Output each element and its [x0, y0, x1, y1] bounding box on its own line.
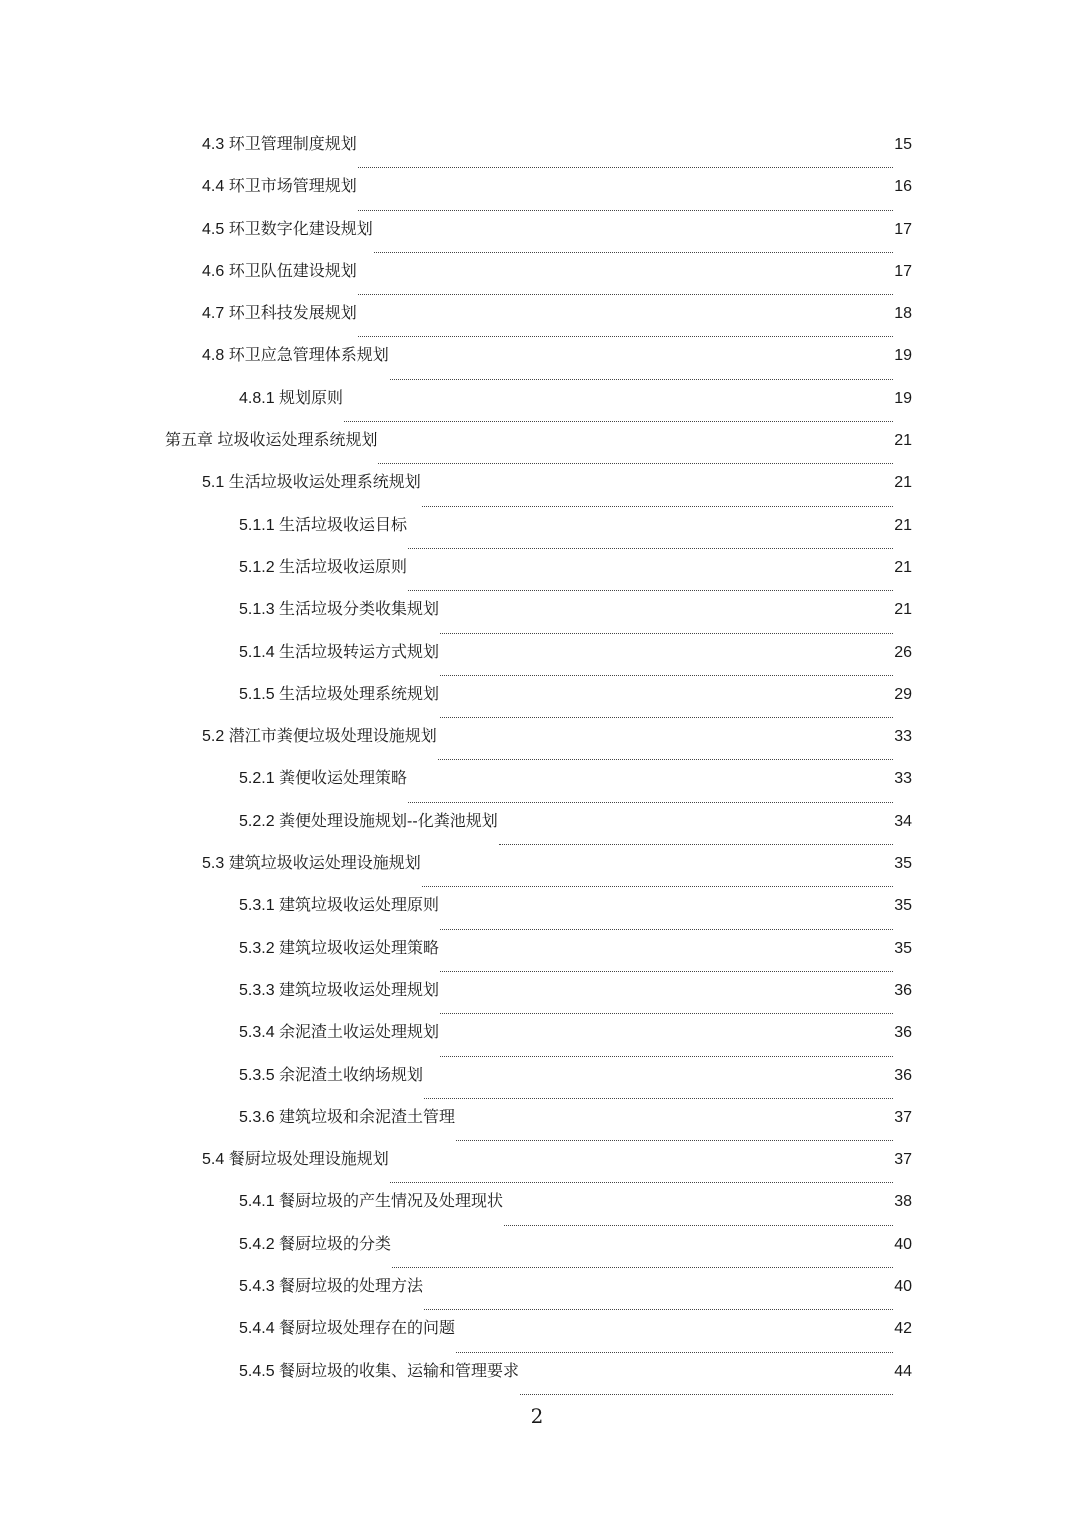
toc-entry-page: 21 — [894, 558, 912, 576]
toc-entry-label: 5.3.1 建筑垃圾收运处理原则 — [239, 897, 440, 915]
toc-entry[interactable] — [0, 512, 1074, 554]
toc-entry-label: 4.8 环卫应急管理体系规划 — [202, 347, 389, 365]
toc-entry-label: 5.1 生活垃圾收运处理系统规划 — [202, 474, 421, 492]
toc-dot-leader — [408, 590, 893, 591]
toc-entry-label: 5.1.2 生活垃圾收运原则 — [239, 558, 408, 576]
toc-entry-page: 33 — [894, 770, 912, 788]
toc-entry-page: 37 — [894, 1151, 912, 1169]
toc-entry-label: 4.4 环卫市场管理规划 — [202, 178, 357, 196]
toc-entry-page: 35 — [894, 939, 912, 957]
toc-entry[interactable] — [0, 892, 1074, 934]
toc-dot-leader — [358, 336, 894, 337]
toc-dot-leader — [390, 1182, 894, 1183]
toc-entry-label: 4.5 环卫数字化建设规划 — [202, 220, 373, 238]
toc-entry-page: 38 — [894, 1193, 912, 1211]
toc-dot-leader — [440, 1056, 893, 1057]
toc-entry-page: 29 — [894, 685, 912, 703]
toc-entry-page: 21 — [894, 601, 912, 619]
toc-dot-leader — [440, 971, 893, 972]
toc-entry-page: 34 — [894, 812, 912, 830]
toc-entry-page: 17 — [894, 262, 912, 280]
toc-entry-label: 4.3 环卫管理制度规划 — [202, 136, 357, 153]
toc-dot-leader — [408, 802, 893, 803]
toc-dot-leader — [440, 633, 893, 634]
toc-dot-leader — [440, 717, 893, 718]
toc-entry-label: 4.7 环卫科技发展规划 — [202, 305, 357, 323]
toc-dot-leader — [424, 1309, 893, 1310]
toc-entry[interactable] — [0, 1188, 1074, 1230]
toc-entry-page: 19 — [894, 347, 912, 365]
toc-entry[interactable] — [0, 723, 1074, 765]
toc-entry[interactable] — [0, 1315, 1074, 1357]
toc-dot-leader — [408, 548, 893, 549]
toc-entry-page: 16 — [894, 178, 912, 196]
page-number: 2 — [530, 1404, 544, 1428]
toc-entry-page: 21 — [894, 432, 912, 450]
toc-entry-label: 5.3.3 建筑垃圾收运处理规划 — [239, 981, 440, 999]
toc-entry-page: 35 — [894, 855, 912, 873]
toc-entry-label: 5.3.6 建筑垃圾和余泥渣土管理 — [239, 1108, 456, 1126]
toc-entry[interactable] — [0, 1062, 1074, 1104]
toc-dot-leader — [358, 210, 894, 211]
toc-dot-leader — [378, 463, 893, 464]
toc-entry[interactable] — [0, 1358, 1074, 1400]
toc-entry[interactable] — [0, 469, 1074, 511]
toc-entry[interactable] — [0, 596, 1074, 638]
toc-entry-label: 5.2.2 粪便处理设施规划--化粪池规划 — [239, 812, 498, 830]
table-of-contents — [0, 131, 1074, 1400]
toc-entry-page: 19 — [894, 389, 912, 407]
toc-entry-label: 5.4.3 餐厨垃圾的处理方法 — [239, 1278, 424, 1296]
toc-entry-label: 5.3.5 余泥渣土收纳场规划 — [239, 1066, 424, 1084]
toc-dot-leader — [392, 1267, 893, 1268]
toc-entry-page: 36 — [894, 981, 912, 999]
toc-entry-label: 5.3 建筑垃圾收运处理设施规划 — [202, 855, 421, 873]
toc-entry-label: 5.4.2 餐厨垃圾的分类 — [239, 1235, 392, 1253]
toc-dot-leader — [422, 886, 894, 887]
toc-entry-page: 44 — [894, 1362, 912, 1380]
toc-entry[interactable] — [0, 385, 1074, 427]
toc-entry[interactable] — [0, 1019, 1074, 1061]
toc-dot-leader — [440, 675, 893, 676]
toc-entry-page: 33 — [894, 728, 912, 746]
toc-entry-label: 5.4.5 餐厨垃圾的收集、运输和管理要求 — [239, 1362, 520, 1380]
toc-entry-label: 5.3.2 建筑垃圾收运处理策略 — [239, 939, 440, 957]
toc-dot-leader — [390, 379, 894, 380]
toc-dot-leader — [520, 1394, 893, 1395]
toc-entry[interactable] — [0, 639, 1074, 681]
toc-entry-page: 40 — [894, 1235, 912, 1253]
toc-dot-leader — [358, 167, 894, 168]
toc-entry-label: 第五章 垃圾收运处理系统规划 — [165, 432, 378, 450]
toc-entry[interactable] — [0, 1231, 1074, 1273]
toc-entry[interactable] — [0, 850, 1074, 892]
toc-entry-page: 36 — [894, 1066, 912, 1084]
toc-entry-label: 4.6 环卫队伍建设规划 — [202, 262, 357, 280]
toc-entry[interactable] — [0, 258, 1074, 300]
toc-entry-page: 15 — [894, 136, 912, 153]
toc-entry-label: 5.1.3 生活垃圾分类收集规划 — [239, 601, 440, 619]
toc-dot-leader — [504, 1225, 893, 1226]
toc-entry[interactable] — [0, 808, 1074, 850]
toc-dot-leader — [358, 294, 894, 295]
toc-entry[interactable] — [0, 427, 1074, 469]
toc-entry[interactable] — [0, 1273, 1074, 1315]
toc-entry-label: 5.2.1 粪便收运处理策略 — [239, 770, 408, 788]
toc-entry-label: 5.4.1 餐厨垃圾的产生情况及处理现状 — [239, 1193, 504, 1211]
toc-entry-page: 37 — [894, 1108, 912, 1126]
toc-entry[interactable] — [0, 216, 1074, 258]
toc-entry[interactable] — [0, 935, 1074, 977]
toc-entry-label: 5.3.4 余泥渣土收运处理规划 — [239, 1024, 440, 1042]
toc-entry-page: 42 — [894, 1320, 912, 1338]
toc-entry-label: 4.8.1 规划原则 — [239, 389, 344, 407]
toc-dot-leader — [456, 1140, 893, 1141]
toc-entry[interactable] — [0, 765, 1074, 807]
toc-dot-leader — [456, 1352, 893, 1353]
toc-entry-label: 5.1.4 生活垃圾转运方式规划 — [239, 643, 440, 661]
toc-entry[interactable] — [0, 131, 1074, 173]
toc-entry-page: 26 — [894, 643, 912, 661]
toc-entry-page: 17 — [894, 220, 912, 238]
toc-entry-label: 5.4 餐厨垃圾处理设施规划 — [202, 1151, 389, 1169]
toc-entry-label: 5.1.5 生活垃圾处理系统规划 — [239, 685, 440, 703]
toc-entry[interactable] — [0, 300, 1074, 342]
toc-dot-leader — [374, 252, 894, 253]
toc-dot-leader — [422, 506, 894, 507]
toc-dot-leader — [344, 421, 893, 422]
toc-entry-page: 21 — [894, 516, 912, 534]
toc-entry[interactable] — [0, 1146, 1074, 1188]
toc-entry[interactable] — [0, 1104, 1074, 1146]
toc-dot-leader — [424, 1098, 893, 1099]
toc-entry-page: 21 — [894, 474, 912, 492]
toc-entry-page: 36 — [894, 1024, 912, 1042]
toc-entry-page: 35 — [894, 897, 912, 915]
toc-entry[interactable] — [0, 173, 1074, 215]
toc-entry-label: 5.1.1 生活垃圾收运目标 — [239, 516, 408, 534]
toc-entry-page: 18 — [894, 305, 912, 323]
toc-dot-leader — [499, 844, 894, 845]
toc-entry-label: 5.2 潜江市粪便垃圾处理设施规划 — [202, 728, 437, 746]
toc-entry[interactable] — [0, 342, 1074, 384]
toc-entry-label: 5.4.4 餐厨垃圾处理存在的问题 — [239, 1320, 456, 1338]
toc-dot-leader — [440, 1013, 893, 1014]
toc-entry[interactable] — [0, 681, 1074, 723]
toc-entry-page: 40 — [894, 1278, 912, 1296]
toc-entry[interactable] — [0, 977, 1074, 1019]
toc-dot-leader — [440, 929, 893, 930]
toc-dot-leader — [438, 759, 894, 760]
toc-entry[interactable] — [0, 554, 1074, 596]
